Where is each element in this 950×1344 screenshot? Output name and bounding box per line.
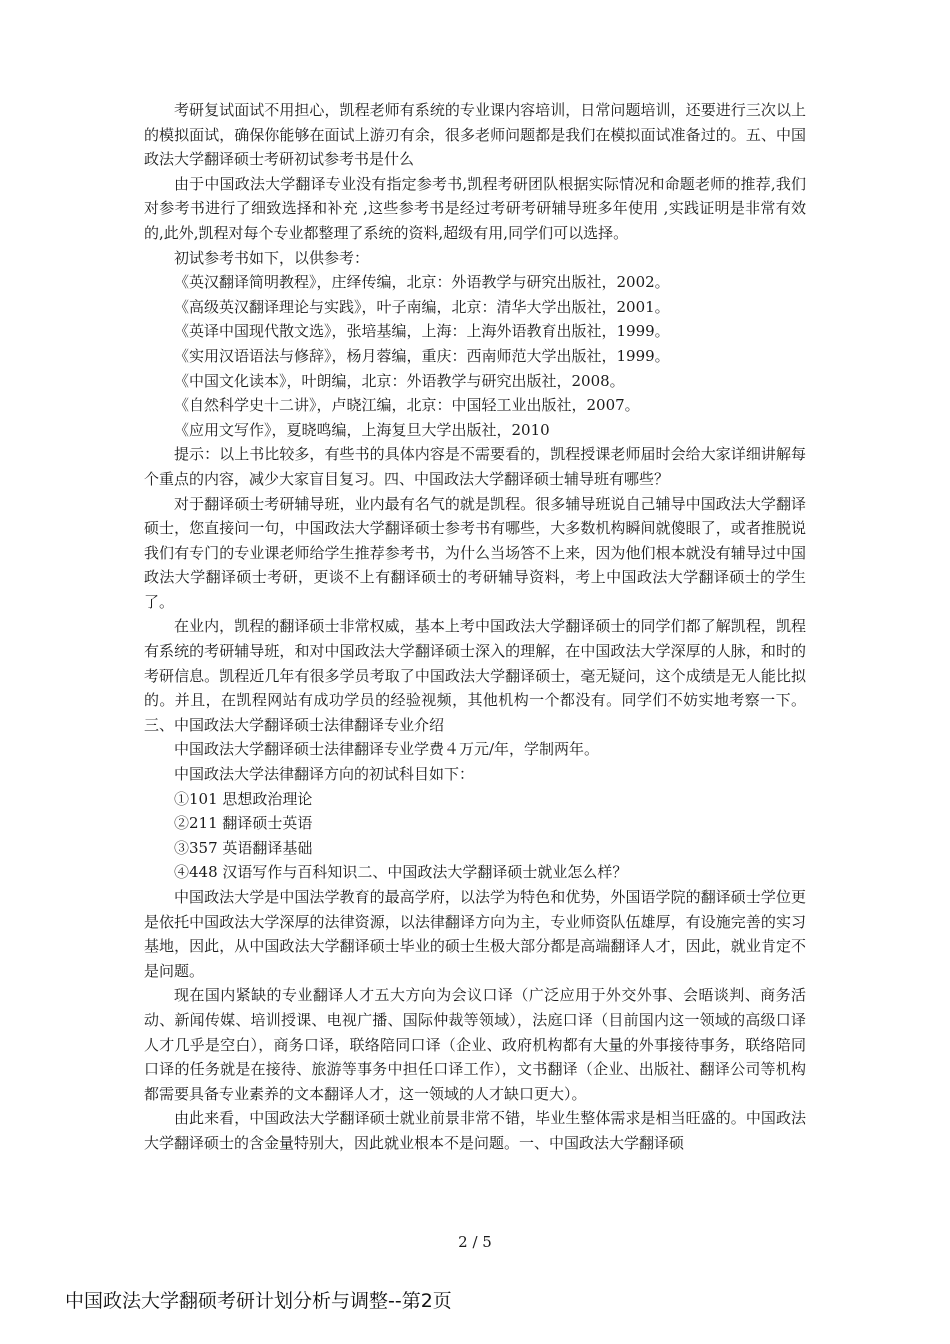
paragraph: 提示：以上书比较多，有些书的具体内容是不需要看的，凯程授课老师届时会给大家详细讲解每个重点的内容，减少大家盲目复习。四、中国政法大学翻译硕士辅导班有哪些？ (144, 445, 806, 488)
reference-book-item: 《实用汉语语法与修辞》，杨月蓉编，重庆：西南师范大学出版社，1999。 (174, 346, 670, 365)
exam-subject-item: ④448 汉语写作与百科知识二、中国政法大学翻译硕士就业怎么样？ (174, 863, 628, 882)
page-number: 2 / 5 (458, 1233, 492, 1251)
paragraph: 初试参考书如下，以供参考： (174, 248, 370, 267)
exam-subject-item: ②211 翻译硕士英语 (174, 814, 313, 833)
exam-subject-item: ①101 思想政治理论 (174, 789, 313, 808)
paragraph: 考研复试面试不用担心，凯程老师有系统的专业课内容培训，日常问题培训，还要进行三次以上的模拟面试，确保你能够在面试上游刃有余，很多老师问题都是我们在模拟面试准备过的。五、中国政法大学翻译硕士考研初试参考书是什么 (144, 101, 806, 169)
reference-book-item: 《应用文写作》，夏晓鸣编，上海复旦大学出版社，2010 (174, 420, 550, 439)
reference-book-item: 《自然科学史十二讲》，卢晓江编，北京：中国轻工业出版社，2007。 (174, 396, 640, 415)
paragraph: 由于中国政法大学翻译专业没有指定参考书,凯程考研团队根据实际情况和命题老师的推荐,我们对参考书进行了细致选择和补充 ,这些参考书是经过考研考研辅导班多年使用 ,实践证明是非常有效的,此外,凯程对每个专业都整理了系统的资料,超级有用,同学们可以选择。 (144, 174, 806, 242)
paragraph: 对于翻译硕士考研辅导班，业内最有名气的就是凯程。很多辅导班说自己辅导中国政法大学翻译硕士，您直接问一句，中国政法大学翻译硕士参考书有哪些，大多数机构瞬间就傻眼了，或者推脱说我们有专门的专业课老师给学生推荐参考书，为什么当场答不上来，因为他们根本就没有辅导过中国政法大学翻译硕士考研，更谈不上有翻译硕士的考研辅导资料，考上中国政法大学翻译硕士的学生了。 (144, 494, 806, 611)
paragraph: 中国政法大学法律翻译方向的初试科目如下： (174, 765, 475, 784)
paragraph: 中国政法大学翻译硕士法律翻译专业学费４万元/年，学制两年。 (174, 740, 600, 759)
footer-title: 中国政法大学翻硕考研计划分析与调整--第2页 (65, 1290, 452, 1312)
reference-book-item: 《英译中国现代散文选》，张培基编，上海：上海外语教育出版社，1999。 (174, 322, 670, 341)
paragraph: 现在国内紧缺的专业翻译人才五大方向为会议口译（广泛应用于外交外事、会晤谈判、商务活动、新闻传媒、培训授课、电视广播、国际仲裁等领域），法庭口译（目前国内这一领域的高级口译人才几乎是空白），商务口译，联络陪同口译（企业、政府机构都有大量的外事接待事务，联络陪同口译的任务就是在接待、旅游等事务中担任口译工作），文书翻译（企业、出版社、翻译公司等机构都需要具备专业素养的文本翻译人才，这一领域的人才缺口更大）。 (144, 986, 806, 1103)
paragraph: 在业内，凯程的翻译硕士非常权威，基本上考中国政法大学翻译硕士的同学们都了解凯程，凯程有系统的考研辅导班，和对中国政法大学翻译硕士深入的理解，在中国政法大学深厚的人脉，和时的考研信息。凯程近几年有很多学员考取了中国政法大学翻译硕士，毫无疑问，这个成绩是无人能比拟的。并且，在凯程网站有成功学员的经验视频，其他机构一个都没有。同学们不妨实地考察一下。三、中国政法大学翻译硕士法律翻译专业介绍 (144, 617, 806, 734)
exam-subject-item: ③357 英语翻译基础 (174, 838, 313, 857)
reference-book-item: 《英汉翻译简明教程》，庄绎传编，北京：外语教学与研究出版社，2002。 (174, 273, 670, 292)
reference-book-item: 《中国文化读本》，叶朗编，北京：外语教学与研究出版社，2008。 (174, 371, 625, 390)
document-body (144, 98, 806, 1156)
paragraph: 中国政法大学是中国法学教育的最高学府，以法学为特色和优势，外国语学院的翻译硕士学位更是依托中国政法大学深厚的法律资源，以法律翻译方向为主，专业师资队伍雄厚，有设施完善的实习基地，因此，从中国政法大学翻译硕士毕业的硕士生极大部分都是高端翻译人才，因此，就业肯定不是问题。 (144, 888, 806, 980)
paragraph: 由此来看，中国政法大学翻译硕士就业前景非常不错，毕业生整体需求是相当旺盛的。中国政法大学翻译硕士的含金量特别大，因此就业根本不是问题。一、中国政法大学翻译硕 (144, 1109, 806, 1152)
reference-book-item: 《高级英汉翻译理论与实践》，叶子南编，北京：清华大学出版社，2001。 (174, 297, 670, 316)
